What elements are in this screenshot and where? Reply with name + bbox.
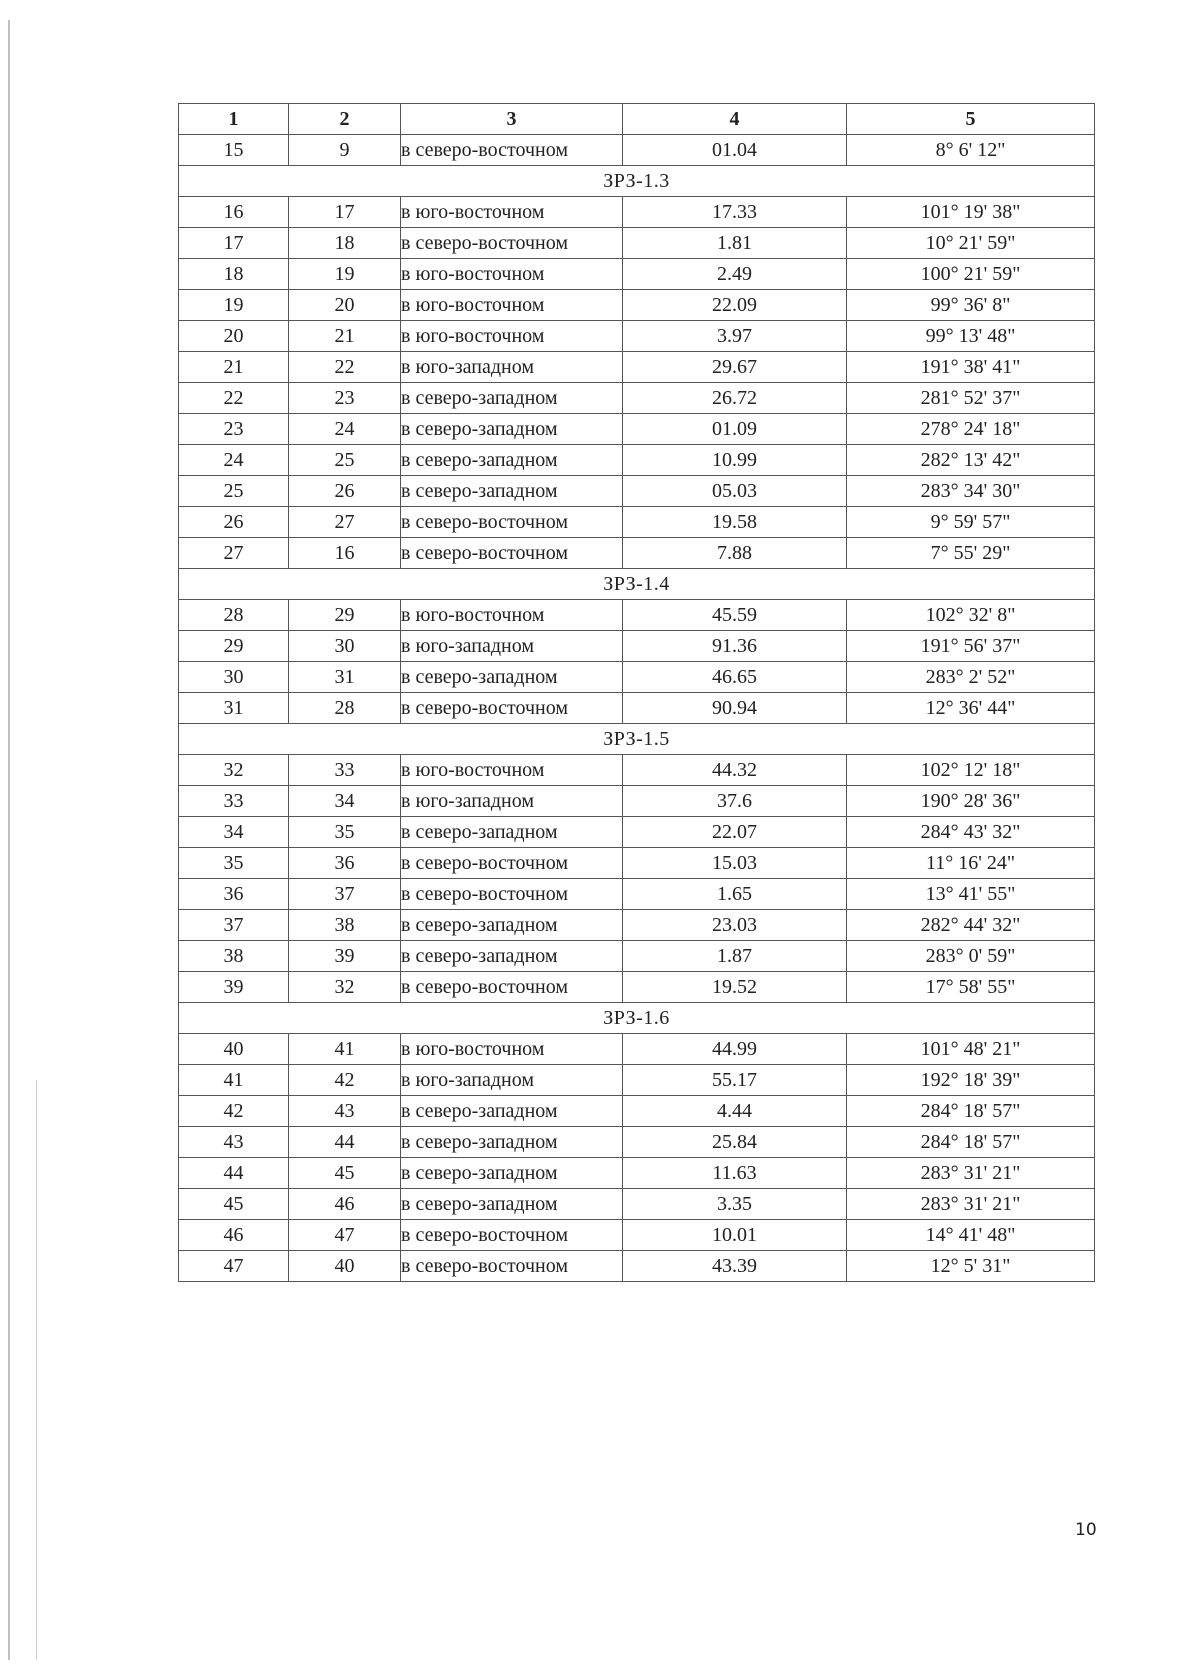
table-cell: 32 [289,972,401,1003]
table-cell: в юго-восточном [401,321,623,352]
table-row [179,1127,1095,1158]
table-cell: в юго-восточном [401,600,623,631]
table-cell: 11.63 [623,1158,847,1189]
table-cell: 45.59 [623,600,847,631]
table-cell: 22 [289,352,401,383]
table-cell: 23.03 [623,910,847,941]
table-row [179,476,1095,507]
table-cell: 36 [179,879,289,910]
table-cell: 33 [289,755,401,786]
table-row [179,848,1095,879]
header-cell: 2 [289,104,401,135]
table-cell: в северо-восточном [401,972,623,1003]
table-cell: 18 [179,259,289,290]
table-cell: 25 [179,476,289,507]
table-cell: в северо-западном [401,1096,623,1127]
table-cell: 17.33 [623,197,847,228]
table-cell: 10.99 [623,445,847,476]
table-cell: 99° 13' 48" [847,321,1095,352]
table-cell: 31 [289,662,401,693]
table-cell: в юго-западном [401,786,623,817]
table-cell: 2.49 [623,259,847,290]
table-cell: 44 [179,1158,289,1189]
table-cell: 37 [289,879,401,910]
table-row [179,600,1095,631]
table-cell: в юго-восточном [401,755,623,786]
table-cell: 16 [289,538,401,569]
table-row [179,755,1095,786]
table-cell: 282° 13' 42" [847,445,1095,476]
table-row [179,1158,1095,1189]
table-cell: 278° 24' 18" [847,414,1095,445]
table-cell: 3.97 [623,321,847,352]
table-header [179,104,1095,135]
table-row [179,817,1095,848]
header-row [179,104,1095,135]
table-cell: 7.88 [623,538,847,569]
table-cell: 101° 48' 21" [847,1034,1095,1065]
table-row [179,1251,1095,1282]
table-cell: 1.87 [623,941,847,972]
table-row [179,383,1095,414]
table-cell: 22 [179,383,289,414]
table-row [179,879,1095,910]
table-cell: 23 [179,414,289,445]
section-title: ЗРЗ-1.3 [179,166,1095,197]
table-cell: 17° 58' 55" [847,972,1095,1003]
table-cell: в северо-восточном [401,538,623,569]
table-cell: 26.72 [623,383,847,414]
table-cell: в северо-западном [401,445,623,476]
table-cell: в юго-восточном [401,290,623,321]
table-cell: в северо-западном [401,910,623,941]
table-cell: 1.65 [623,879,847,910]
table-cell: 31 [179,693,289,724]
section-title: ЗРЗ-1.5 [179,724,1095,755]
table-cell: 44.99 [623,1034,847,1065]
table-cell: 21 [179,352,289,383]
table-cell: 47 [289,1220,401,1251]
table-cell: 90.94 [623,693,847,724]
table-cell: 19.52 [623,972,847,1003]
table-cell: 45 [179,1189,289,1220]
table-cell: 283° 0' 59" [847,941,1095,972]
table-cell: 28 [289,693,401,724]
table-cell: 102° 12' 18" [847,755,1095,786]
table-row [179,631,1095,662]
table-cell: 29 [179,631,289,662]
table-cell: 12° 36' 44" [847,693,1095,724]
table-cell: 22.07 [623,817,847,848]
table-cell: 28 [179,600,289,631]
table-cell: 26 [179,507,289,538]
table-cell: 191° 38' 41" [847,352,1095,383]
table-cell: 283° 34' 30" [847,476,1095,507]
table-cell: 17 [289,197,401,228]
table-cell: в северо-восточном [401,1220,623,1251]
table-cell: в юго-восточном [401,1034,623,1065]
table-cell: 38 [289,910,401,941]
table-cell: 29 [289,600,401,631]
table-row [179,972,1095,1003]
table-cell: 37 [179,910,289,941]
table-cell: 20 [179,321,289,352]
table-cell: 30 [179,662,289,693]
table-cell: 281° 52' 37" [847,383,1095,414]
table-cell: 35 [289,817,401,848]
table-cell: 43 [179,1127,289,1158]
table-row [179,321,1095,352]
table-row [179,538,1095,569]
table-row [179,662,1095,693]
table-cell: 283° 31' 21" [847,1189,1095,1220]
table-cell: в северо-западном [401,476,623,507]
header-cell: 3 [401,104,623,135]
boundary-table [178,103,1095,1282]
table-cell: 17 [179,228,289,259]
section-row [179,1003,1095,1034]
table-cell: 40 [289,1251,401,1282]
section-title: ЗРЗ-1.4 [179,569,1095,600]
table-cell: 47 [179,1251,289,1282]
table-cell: в юго-западном [401,352,623,383]
section-title: ЗРЗ-1.6 [179,1003,1095,1034]
table-cell: 34 [179,817,289,848]
table-cell: 35 [179,848,289,879]
table-cell: 13° 41' 55" [847,879,1095,910]
section-row [179,166,1095,197]
table-row [179,1220,1095,1251]
table-cell: 284° 18' 57" [847,1096,1095,1127]
table-cell: 23 [289,383,401,414]
section-row [179,724,1095,755]
table-cell: 19 [289,259,401,290]
table-cell: 46.65 [623,662,847,693]
table-cell: в северо-восточном [401,135,623,166]
table-cell: 284° 43' 32" [847,817,1095,848]
table-cell: 102° 32' 8" [847,600,1095,631]
table-cell: 11° 16' 24" [847,848,1095,879]
table-cell: 12° 5' 31" [847,1251,1095,1282]
table-cell: 8° 6' 12" [847,135,1095,166]
table-cell: 38 [179,941,289,972]
table-cell: 46 [179,1220,289,1251]
table-row [179,1065,1095,1096]
table-row [179,445,1095,476]
table-cell: 36 [289,848,401,879]
table-cell: 01.09 [623,414,847,445]
table-cell: в северо-западном [401,414,623,445]
table-cell: 283° 2' 52" [847,662,1095,693]
table-cell: 25.84 [623,1127,847,1158]
table-cell: 44 [289,1127,401,1158]
table-cell: 4.44 [623,1096,847,1127]
table-cell: в северо-восточном [401,848,623,879]
table-cell: 44.32 [623,755,847,786]
scan-margin-line-secondary [36,1080,37,1660]
table-cell: в северо-восточном [401,879,623,910]
table-cell: 41 [289,1034,401,1065]
table-cell: 191° 56' 37" [847,631,1095,662]
table-cell: 190° 28' 36" [847,786,1095,817]
table-cell: 42 [179,1096,289,1127]
table-body [179,135,1095,1282]
table-cell: 1.81 [623,228,847,259]
table-cell: 18 [289,228,401,259]
table-cell: в юго-восточном [401,259,623,290]
table-cell: 43 [289,1096,401,1127]
table-cell: 10° 21' 59" [847,228,1095,259]
table-cell: 283° 31' 21" [847,1158,1095,1189]
page-number: 10 [1075,1520,1097,1540]
header-cell: 4 [623,104,847,135]
table-cell: 55.17 [623,1065,847,1096]
table-row [179,1189,1095,1220]
table-row [179,259,1095,290]
table-cell: 45 [289,1158,401,1189]
table-cell: 34 [289,786,401,817]
table-cell: 284° 18' 57" [847,1127,1095,1158]
table-cell: 20 [289,290,401,321]
table-row [179,941,1095,972]
table-cell: 21 [289,321,401,352]
table-cell: 16 [179,197,289,228]
table-cell: в северо-западном [401,941,623,972]
table-cell: 24 [179,445,289,476]
table-cell: 15 [179,135,289,166]
table-cell: 101° 19' 38" [847,197,1095,228]
table-cell: 42 [289,1065,401,1096]
section-row [179,569,1095,600]
table-cell: 19.58 [623,507,847,538]
table-cell: 40 [179,1034,289,1065]
table-cell: 32 [179,755,289,786]
table-row [179,693,1095,724]
table-cell: 9° 59' 57" [847,507,1095,538]
table-row [179,414,1095,445]
table-cell: 05.03 [623,476,847,507]
header-cell: 5 [847,104,1095,135]
table-row [179,1096,1095,1127]
table-cell: 46 [289,1189,401,1220]
table-row [179,910,1095,941]
table-cell: 01.04 [623,135,847,166]
table-cell: 192° 18' 39" [847,1065,1095,1096]
table-cell: в северо-восточном [401,507,623,538]
table-cell: 25 [289,445,401,476]
table-row [179,197,1095,228]
table-cell: 19 [179,290,289,321]
header-cell: 1 [179,104,289,135]
table-cell: 27 [179,538,289,569]
table-cell: 24 [289,414,401,445]
table-cell: 27 [289,507,401,538]
table-cell: 99° 36' 8" [847,290,1095,321]
table-row [179,786,1095,817]
table-cell: 39 [179,972,289,1003]
table-cell: в северо-западном [401,817,623,848]
scan-margin-line [8,20,10,1660]
table-cell: в юго-западном [401,631,623,662]
table-row [179,228,1095,259]
table-cell: 30 [289,631,401,662]
table-cell: 91.36 [623,631,847,662]
table-cell: в северо-западном [401,1127,623,1158]
table-row [179,290,1095,321]
table-cell: в северо-западном [401,1189,623,1220]
table-row [179,135,1095,166]
table-cell: 10.01 [623,1220,847,1251]
table-row [179,507,1095,538]
table-cell: 9 [289,135,401,166]
table-cell: 33 [179,786,289,817]
table-cell: 100° 21' 59" [847,259,1095,290]
table-cell: 37.6 [623,786,847,817]
table-cell: в северо-восточном [401,228,623,259]
table-cell: 282° 44' 32" [847,910,1095,941]
table-cell: 15.03 [623,848,847,879]
table-cell: 29.67 [623,352,847,383]
table-cell: в северо-восточном [401,693,623,724]
table-cell: 7° 55' 29" [847,538,1095,569]
table-cell: в юго-восточном [401,197,623,228]
table-cell: 26 [289,476,401,507]
table-cell: 14° 41' 48" [847,1220,1095,1251]
table-cell: в северо-западном [401,383,623,414]
table-cell: 43.39 [623,1251,847,1282]
table-cell: 41 [179,1065,289,1096]
table-row [179,352,1095,383]
table-cell: 22.09 [623,290,847,321]
table-cell: в северо-западном [401,1158,623,1189]
table-row [179,1034,1095,1065]
table-cell: в юго-западном [401,1065,623,1096]
table-cell: 39 [289,941,401,972]
table-cell: в северо-западном [401,662,623,693]
table-cell: в северо-восточном [401,1251,623,1282]
table-cell: 3.35 [623,1189,847,1220]
